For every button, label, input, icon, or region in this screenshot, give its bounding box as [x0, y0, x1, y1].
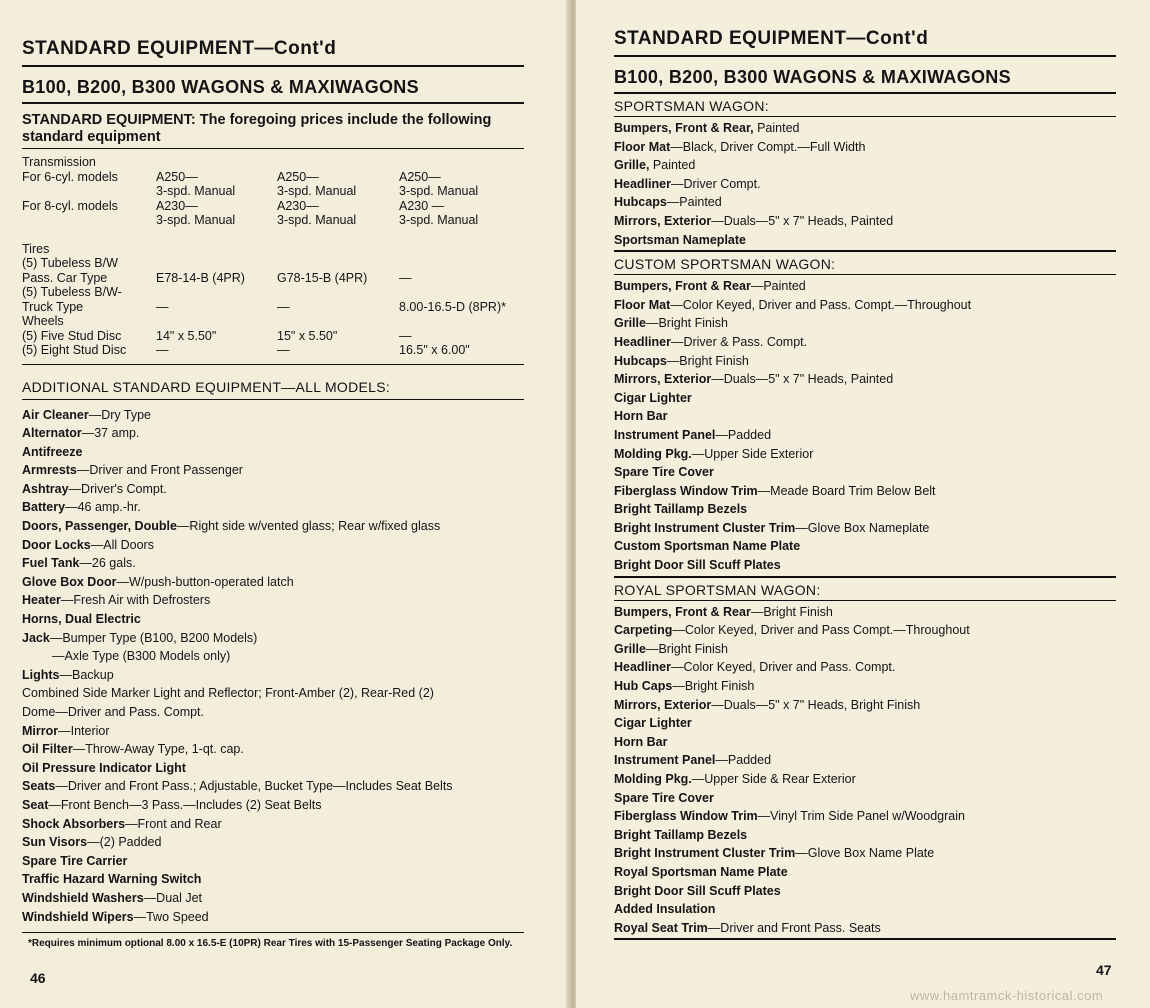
- item-name: Bumpers, Front & Rear: [614, 279, 751, 294]
- item-name: Battery: [22, 500, 66, 515]
- item-detail: —Black, Driver Compt.—Full Width: [670, 139, 866, 154]
- spec-cell: [399, 242, 524, 257]
- list-item: [614, 696, 1116, 715]
- wagon-group-title: CUSTOM SPORTSMAN WAGON:: [614, 252, 1116, 275]
- list-item: [22, 536, 524, 555]
- spec-cell: —: [277, 343, 290, 357]
- spec-cell: A250—: [277, 169, 319, 184]
- item-name: Bright Taillamp Bezels: [614, 502, 748, 517]
- item-name: Bright Instrument Cluster Trim: [614, 846, 796, 861]
- spec-cell: —: [277, 299, 290, 314]
- wagon-group: [614, 94, 1116, 252]
- item-name: Glove Box Door: [22, 574, 117, 589]
- item-name: Instrument Panel: [614, 427, 716, 442]
- item-detail: —Dry Type: [88, 407, 151, 422]
- left-content: [22, 38, 524, 950]
- item-name: Grille,: [614, 158, 650, 173]
- spec-cell: [277, 256, 399, 271]
- item-name: Air Cleaner: [22, 407, 89, 422]
- item-name: Mirrors, Exterior: [614, 372, 712, 387]
- item-name: Headliner: [614, 334, 671, 349]
- spec-row: [22, 329, 524, 344]
- item-detail: Dome—Driver and Pass. Compt.: [22, 705, 205, 719]
- item-name: Cigar Lighter: [614, 716, 692, 731]
- list-item: [22, 852, 524, 871]
- spec-cell: 16.5" x 6.00": [399, 343, 470, 357]
- item-name: Mirror: [22, 723, 59, 738]
- item-name: Custom Sportsman Name Plate: [614, 539, 801, 554]
- spec-cell: For 6-cyl. models: [22, 169, 118, 184]
- item-name: Molding Pkg.: [614, 772, 692, 786]
- item-detail: —Upper Side & Rear Exterior: [691, 772, 856, 786]
- list-item: [614, 296, 1116, 315]
- list-item: [614, 193, 1116, 212]
- list-item: [614, 807, 1116, 826]
- list-item: [22, 610, 524, 629]
- item-detail: —Duals—5" x 7" Heads, Painted: [711, 213, 894, 228]
- item-detail: —Duals—5" x 7" Heads, Bright Finish: [711, 697, 921, 712]
- standard-equipment-intro: STANDARD EQUIPMENT: The foregoing prices include the following standard equipment: [22, 104, 524, 149]
- item-name: Spare Tire Carrier: [22, 853, 128, 868]
- list-item: [22, 461, 524, 480]
- wagon-equipment-list: [614, 275, 1116, 575]
- item-detail: —Color Keyed, Driver and Pass. Compt.—Throughout: [670, 297, 972, 312]
- spec-cell: [277, 242, 399, 257]
- spec-cell: 15" x 5.50": [277, 328, 338, 343]
- spec-cell: [399, 155, 524, 170]
- item-detail: —Bright Finish: [645, 641, 728, 656]
- item-name: Molding Pkg.: [614, 446, 692, 461]
- spec-cell: 3-spd. Manual: [156, 184, 236, 198]
- list-item: [614, 482, 1116, 501]
- item-detail: —Driver and Front Pass. Seats: [707, 920, 881, 935]
- item-name: Headliner: [614, 660, 671, 675]
- item-name: Fiberglass Window Trim: [614, 483, 758, 498]
- item-name: Windshield Wipers: [22, 909, 134, 924]
- item-detail: —Color Keyed, Driver and Pass Compt.—Throughout: [672, 623, 970, 638]
- item-detail: —26 gals.: [79, 556, 136, 571]
- item-detail: Combined Side Marker Light and Reflector; Front-Amber (2), Rear-Red (2): [22, 686, 434, 701]
- item-name: Door Locks: [22, 537, 91, 552]
- list-item: [22, 517, 524, 536]
- spec-cell: (5) Eight Stud Disc: [22, 343, 127, 357]
- item-detail: —Color Keyed, Driver and Pass. Compt.: [670, 660, 896, 675]
- spec-row: [22, 285, 524, 300]
- item-name: Doors, Passenger, Double: [22, 519, 177, 534]
- item-name: Seat: [22, 797, 49, 812]
- item-detail: —Throw-Away Type, 1-qt. cap.: [72, 742, 244, 757]
- spec-cell: 3-spd. Manual: [277, 213, 357, 227]
- item-name: Royal Seat Trim: [614, 920, 708, 935]
- spec-cell: [277, 228, 399, 242]
- item-name: Hub Caps: [614, 679, 673, 694]
- spec-cell: 3-spd. Manual: [277, 184, 357, 198]
- list-item: [22, 573, 524, 592]
- spec-cell: A230—: [156, 198, 198, 213]
- spec-cell: E78-14-B (4PR): [156, 270, 245, 285]
- item-name: Oil Filter: [22, 742, 73, 757]
- item-detail: —Driver and Front Pass.; Adjustable, Bucket Type—Includes Seat Belts: [55, 779, 453, 794]
- spec-row: [22, 256, 524, 271]
- list-item: [22, 498, 524, 517]
- left-page-title: STANDARD EQUIPMENT—Cont'd: [22, 38, 524, 67]
- list-item: [22, 554, 524, 573]
- wagon-equipment-list: [614, 117, 1116, 249]
- wagon-group: [614, 252, 1116, 578]
- spec-cell: —: [156, 299, 169, 314]
- item-detail: —Backup: [59, 667, 114, 682]
- item-detail: —Right side w/vented glass; Rear w/fixed glass: [176, 519, 441, 534]
- spec-cell: [156, 242, 277, 257]
- left-page-subtitle: B100, B200, B300 WAGONS & MAXIWAGONS: [22, 67, 524, 104]
- spec-cell: Tires: [22, 241, 50, 256]
- list-item: [22, 815, 524, 834]
- list-item: [614, 844, 1116, 863]
- item-detail: —(2) Padded: [87, 835, 162, 850]
- list-item: [614, 714, 1116, 733]
- item-name: Spare Tire Cover: [614, 790, 714, 805]
- list-item: [22, 647, 524, 666]
- item-name: Spare Tire Cover: [614, 465, 714, 480]
- list-item: [22, 833, 524, 852]
- wagon-group-title: ROYAL SPORTSMAN WAGON:: [614, 578, 1116, 601]
- list-item: [22, 591, 524, 610]
- item-name: Windshield Washers: [22, 890, 144, 905]
- item-name: Heater: [22, 593, 61, 608]
- list-item: [614, 556, 1116, 575]
- list-item: [22, 759, 524, 778]
- spec-cell: [22, 213, 156, 228]
- item-detail: —Driver & Pass. Compt.: [670, 334, 808, 349]
- item-name: Bright Instrument Cluster Trim: [614, 520, 796, 535]
- item-name: Bright Door Sill Scuff Plates: [614, 558, 781, 573]
- item-name: Seats: [22, 779, 56, 794]
- list-item: [22, 629, 524, 648]
- spec-row: [22, 228, 524, 242]
- spec-cell: Transmission: [22, 155, 96, 169]
- item-detail: —Meade Board Trim Below Belt: [757, 483, 936, 498]
- item-name: Instrument Panel: [614, 753, 716, 768]
- page-number-left: 46: [30, 970, 46, 986]
- item-name: Armrests: [22, 463, 77, 478]
- item-detail: Painted: [649, 158, 696, 173]
- list-item: [614, 314, 1116, 333]
- item-name: Horn Bar: [614, 734, 668, 749]
- spec-cell: 8.00-16.5-D (8PR)*: [399, 299, 506, 314]
- right-page-subtitle: B100, B200, B300 WAGONS & MAXIWAGONS: [614, 57, 1116, 94]
- item-name: Shock Absorbers: [22, 816, 126, 831]
- item-name: Floor Mat: [614, 297, 671, 312]
- list-item: [22, 889, 524, 908]
- item-detail: —Painted: [750, 279, 806, 294]
- item-detail: —Glove Box Nameplate: [795, 520, 930, 535]
- wagon-groups: [614, 94, 1116, 940]
- list-item: [614, 156, 1116, 175]
- list-item: [614, 658, 1116, 677]
- item-name: Added Insulation: [614, 902, 716, 917]
- item-detail: —Bright Finish: [645, 316, 728, 331]
- list-item: [22, 740, 524, 759]
- item-name: Grille: [614, 316, 646, 331]
- spec-cell: A230 —: [399, 198, 445, 213]
- item-name: Jack: [22, 630, 50, 645]
- item-name: Fuel Tank: [22, 556, 80, 571]
- spec-cell: [399, 285, 524, 300]
- list-item: [614, 519, 1116, 538]
- spec-cell: —: [156, 343, 169, 357]
- spec-cell: [277, 314, 399, 329]
- wagon-group: [614, 578, 1116, 941]
- list-item: [614, 370, 1116, 389]
- list-item: [614, 789, 1116, 808]
- item-detail: —Front and Rear: [125, 816, 222, 831]
- spec-row: [22, 170, 524, 185]
- list-item: [614, 175, 1116, 194]
- item-detail: —Glove Box Name Plate: [795, 846, 935, 861]
- spec-cell: Truck Type: [22, 299, 84, 314]
- spec-cell: A230—: [277, 198, 319, 213]
- item-name: Headliner: [614, 176, 671, 191]
- right-page: [576, 0, 1150, 1008]
- spec-cell: A250—: [399, 169, 441, 184]
- item-name: Bumpers, Front & Rear: [614, 604, 751, 619]
- list-item: [614, 500, 1116, 519]
- item-name: Alternator: [22, 426, 82, 441]
- additional-equipment-list: [22, 400, 524, 927]
- right-page-title: STANDARD EQUIPMENT—Cont'd: [614, 28, 1116, 57]
- list-item: [614, 426, 1116, 445]
- item-name: Carpeting: [614, 623, 673, 638]
- item-detail: —W/push-button-operated latch: [116, 574, 294, 589]
- list-item: [614, 900, 1116, 919]
- spec-cell: (5) Tubeless B/W-: [22, 285, 122, 299]
- item-name: Lights: [22, 667, 60, 682]
- list-item: [22, 684, 524, 703]
- spec-row: [22, 184, 524, 199]
- list-item: [614, 138, 1116, 157]
- item-detail: —Fresh Air with Defrosters: [60, 593, 211, 608]
- list-item: [614, 751, 1116, 770]
- list-item: [22, 908, 524, 927]
- spec-cell: Wheels: [22, 314, 64, 328]
- list-item: [22, 443, 524, 462]
- page-number-right: 47: [1096, 962, 1112, 978]
- spec-table-rule: [22, 364, 524, 365]
- spec-cell: 14" x 5.50": [156, 328, 217, 343]
- list-item: [614, 603, 1116, 622]
- list-item: [614, 863, 1116, 882]
- list-item: [614, 770, 1116, 789]
- list-item: [614, 407, 1116, 426]
- item-detail: —Bright Finish: [750, 604, 833, 619]
- spec-cell: For 8-cyl. models: [22, 198, 118, 213]
- spec-cell: G78-15-B (4PR): [277, 270, 368, 285]
- item-name: Hubcaps: [614, 353, 667, 368]
- spec-cell: [22, 184, 156, 199]
- list-item: [22, 406, 524, 425]
- spec-cell: 3-spd. Manual: [156, 213, 236, 227]
- spec-cell: A250—: [156, 169, 198, 184]
- item-name: Ashtray: [22, 481, 69, 496]
- item-detail: Painted: [753, 121, 800, 135]
- spec-cell: [22, 228, 156, 242]
- watermark: www.hamtramck-historical.com: [910, 988, 1104, 1003]
- item-name: Mirrors, Exterior: [614, 213, 712, 228]
- list-item: [614, 463, 1116, 482]
- item-detail: —Bright Finish: [666, 353, 749, 368]
- list-item: [614, 333, 1116, 352]
- item-detail: —Front Bench—3 Pass.—Includes (2) Seat Belts: [48, 797, 322, 812]
- spec-cell: (5) Five Stud Disc: [22, 328, 122, 343]
- list-item: [614, 212, 1116, 231]
- item-detail: —Upper Side Exterior: [691, 446, 814, 461]
- list-item: [614, 733, 1116, 752]
- item-name: Mirrors, Exterior: [614, 697, 712, 712]
- item-detail: —37 amp.: [81, 426, 140, 441]
- spec-cell: 3-spd. Manual: [399, 213, 479, 227]
- spec-cell: [277, 155, 399, 170]
- list-item: [614, 882, 1116, 901]
- list-item: [22, 796, 524, 815]
- spec-cell: [277, 285, 399, 300]
- item-name: Fiberglass Window Trim: [614, 809, 758, 824]
- left-page: [0, 0, 572, 1008]
- item-name: Bright Door Sill Scuff Plates: [614, 883, 781, 898]
- spec-row: [22, 242, 524, 257]
- item-name: Antifreeze: [22, 444, 83, 459]
- item-detail: —Vinyl Trim Side Panel w/Woodgrain: [757, 809, 965, 824]
- list-item: [22, 480, 524, 499]
- spec-cell: [156, 285, 277, 300]
- list-item: [614, 621, 1116, 640]
- spec-cell: (5) Tubeless B/W: [22, 256, 118, 270]
- list-item: [22, 424, 524, 443]
- item-detail: —Duals—5" x 7" Heads, Painted: [711, 372, 894, 387]
- additional-equipment-heading: ADDITIONAL STANDARD EQUIPMENT—ALL MODELS:: [22, 365, 524, 400]
- spec-row: [22, 314, 524, 329]
- item-detail: —Driver Compt.: [670, 176, 761, 191]
- wagon-group-title: SPORTSMAN WAGON:: [614, 94, 1116, 117]
- spec-cell: [156, 256, 277, 271]
- item-detail: —Dual Jet: [143, 890, 203, 905]
- list-item: [614, 277, 1116, 296]
- spec-cell: —: [399, 328, 412, 343]
- spec-cell: [156, 314, 277, 329]
- list-item: [614, 231, 1116, 250]
- item-detail: —Bright Finish: [672, 679, 755, 694]
- spec-cell: Pass. Car Type: [22, 270, 108, 285]
- item-name: Royal Sportsman Name Plate: [614, 864, 788, 879]
- item-detail: —Padded: [715, 427, 772, 442]
- item-name: Cigar Lighter: [614, 390, 692, 405]
- spec-row: [22, 271, 524, 286]
- spec-row: [22, 300, 524, 315]
- item-name: Horns, Dual Electric: [22, 612, 141, 627]
- item-name: Hubcaps: [614, 195, 667, 210]
- spec-row: [22, 155, 524, 170]
- spec-table: [22, 149, 524, 365]
- spec-row: [22, 343, 524, 358]
- item-name: Horn Bar: [614, 409, 668, 424]
- list-item: [22, 703, 524, 722]
- item-name: Grille: [614, 641, 646, 656]
- item-name: Sun Visors: [22, 835, 88, 850]
- item-name: Bright Taillamp Bezels: [614, 827, 748, 842]
- item-name: Floor Mat: [614, 139, 671, 154]
- spec-row: [22, 199, 524, 214]
- spec-cell: 3-spd. Manual: [399, 184, 479, 198]
- list-item: [614, 445, 1116, 464]
- item-name: Bumpers, Front & Rear,: [614, 121, 754, 135]
- item-detail: —All Doors: [90, 537, 154, 552]
- item-detail: —Driver's Compt.: [68, 481, 167, 496]
- item-name: Traffic Hazard Warning Switch: [22, 872, 202, 887]
- item-name: Sportsman Nameplate: [614, 232, 746, 247]
- list-item: [614, 352, 1116, 371]
- item-detail: —Two Speed: [133, 909, 209, 924]
- list-item: [22, 777, 524, 796]
- spec-cell: [399, 228, 524, 242]
- item-detail: —Interior: [58, 723, 110, 738]
- spec-cell: [399, 256, 524, 271]
- item-detail: —Driver and Front Passenger: [76, 463, 243, 478]
- list-item: [22, 666, 524, 685]
- list-item: [614, 640, 1116, 659]
- list-item: [614, 919, 1116, 938]
- item-detail: —Axle Type (B300 Models only): [52, 649, 231, 664]
- spec-row: [22, 213, 524, 228]
- list-item: [614, 826, 1116, 845]
- wagon-equipment-list: [614, 601, 1116, 938]
- item-name: Oil Pressure Indicator Light: [22, 760, 186, 775]
- spec-cell: [399, 314, 524, 329]
- item-detail: —Padded: [715, 753, 772, 768]
- list-item: [614, 677, 1116, 696]
- right-content: [614, 28, 1116, 940]
- list-item: [614, 119, 1116, 138]
- item-detail: —Painted: [666, 195, 722, 210]
- spec-cell: —: [399, 270, 412, 285]
- item-detail: —46 amp.-hr.: [65, 500, 141, 515]
- item-detail: —Bumper Type (B100, B200 Models): [49, 630, 258, 645]
- list-item: [614, 389, 1116, 408]
- footnote: *Requires minimum optional 8.00 x 16.5-E (10PR) Rear Tires with 15-Passenger Seating Package Only.: [22, 932, 524, 950]
- spec-cell: [156, 155, 277, 170]
- spec-cell: [156, 228, 277, 242]
- list-item: [614, 537, 1116, 556]
- list-item: [22, 870, 524, 889]
- list-item: [22, 722, 524, 741]
